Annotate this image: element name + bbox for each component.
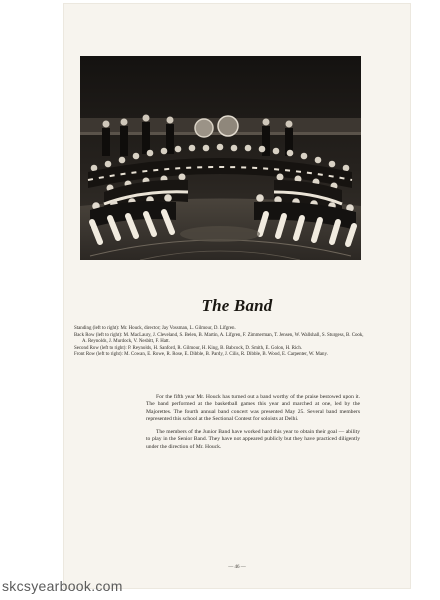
yearbook-page — [64, 4, 410, 588]
roster-row-names: M. Cowan, E. Rowe, R. Rose, E. Dibble, B. Pardy, J. Cilis, R. Dibble, B. Wood, E. Carpenter, W. Many. — [124, 352, 328, 358]
roster-row-label: Front Row (left to right): — [74, 352, 123, 358]
roster-row-label: Second Row (left to right): — [74, 345, 127, 351]
band-photo-image — [80, 56, 361, 260]
band-photo — [80, 56, 361, 260]
roster-row-names: Mr. Houck, director; Jay Vossman, L. Gilmour, D. Lifgren. — [120, 326, 236, 331]
page-number: — 46 — — [228, 565, 246, 570]
roster-row-label: Standing (left to right): — [74, 326, 120, 331]
roster-row-names: M. MacLaury, J. Cleveland, S. Belen, B. Martin, A. Lifgren, F. Zimmerman, T. Jensen, W. Wallshall, S. Sturgess, B. Cook, A. Reynolds, J. Murdock, V. Nesbitt, F. Hatt. — [82, 332, 364, 345]
roster-row-names: P. Reynolds, H. Sanford, R. Gilmour, H. King, B. Babcock, D. Smith, E. Golon, H. Rich. — [127, 345, 303, 351]
roster-row — [74, 326, 364, 333]
article-paragraph: For the fifth year Mr. Houck has turned out a band worthy of the praise bestowed upon it. The band performed at the basketball games this year and marched at one, led by the Majorettes. The fourth annual band concert was presented May 25. Several band members represented this school at the Sectional Contest for soloists at Delhi. — [146, 394, 360, 422]
article-body — [146, 394, 360, 457]
article-paragraph: The members of the Junior Band have worked hard this year to obtain their goal — ability to play in the Senior Band. They have not appeared publicly but they have practiced diligently under the direction of Mr. Houck. — [146, 429, 360, 450]
roster-row — [74, 352, 364, 359]
site-watermark: skcsyearbook.com — [2, 578, 123, 594]
roster-row-label: Back Row (left to right): — [74, 332, 123, 338]
page-title: The Band — [201, 296, 273, 315]
roster-row — [74, 346, 364, 353]
band-roster — [74, 326, 364, 359]
roster-row — [74, 333, 364, 346]
